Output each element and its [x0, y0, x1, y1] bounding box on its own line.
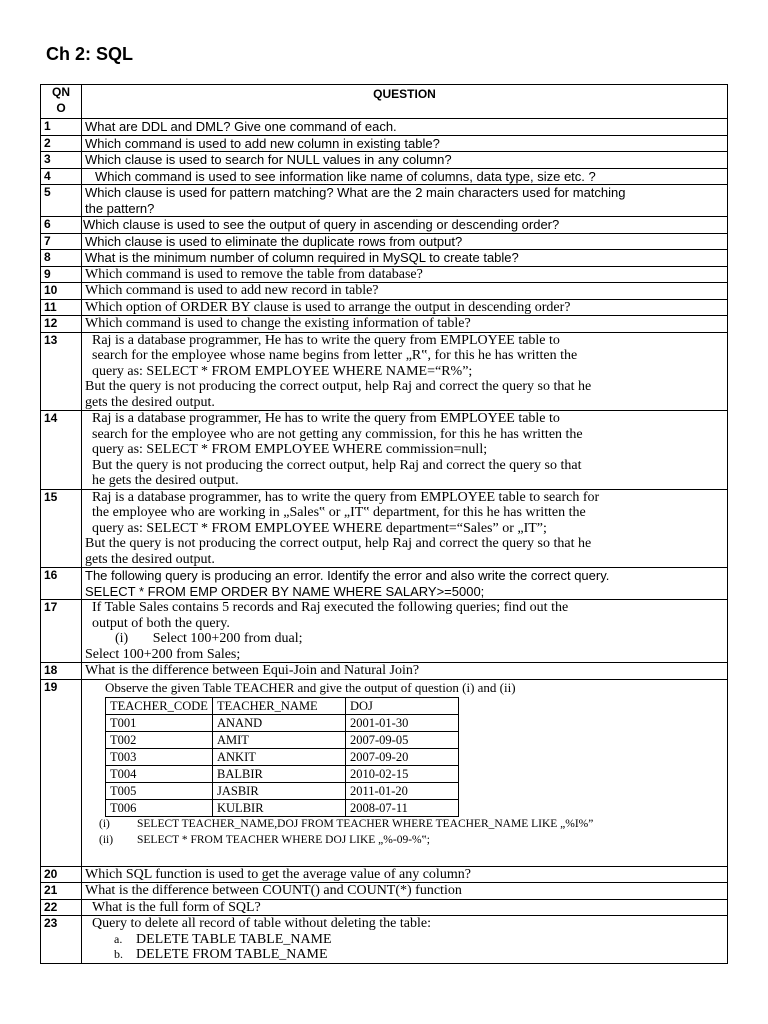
- qno: 9: [41, 266, 82, 283]
- table-row: [41, 866, 728, 883]
- sub-question-i: [85, 817, 724, 833]
- table-cell: 2010-02-15: [346, 766, 459, 783]
- question-line: Which command is used to change the existing information of table?: [85, 316, 471, 331]
- question-line: Which clause is used to eliminate the duplicate rows from output?: [85, 233, 463, 249]
- teacher-row: [106, 800, 459, 817]
- qno: 22: [41, 899, 82, 916]
- question-line: Which command is used to see information like name of columns, data type, size etc. ?: [95, 168, 596, 184]
- question-line: But the query is not producing the correct output, help Raj and correct the query so that he: [85, 536, 592, 551]
- question-text: [82, 233, 728, 250]
- table-row: [41, 883, 728, 900]
- sub-marker: (i): [99, 818, 110, 830]
- question-text: [82, 283, 728, 300]
- table-row: [41, 168, 728, 185]
- table-row: [41, 152, 728, 169]
- table-cell: 2007-09-20: [346, 749, 459, 766]
- question-text: [82, 152, 728, 169]
- table-row: [41, 135, 728, 152]
- table-cell: AMIT: [213, 732, 346, 749]
- question-line: Query to delete all record of table without deleting the table:: [92, 916, 431, 931]
- table-cell: 2007-09-05: [346, 732, 459, 749]
- table-row: [41, 119, 728, 136]
- qno: 6: [41, 217, 82, 234]
- question-text: [82, 663, 728, 680]
- qno: 3: [41, 152, 82, 169]
- teacher-row: [106, 732, 459, 749]
- sub-text: SELECT * FROM TEACHER WHERE DOJ LIKE „%-09-%‟;: [137, 833, 430, 846]
- question-text: [82, 119, 728, 136]
- question-line: The following query is producing an error. Identify the error and also write the correct query.: [85, 568, 610, 583]
- question-table: [40, 84, 728, 964]
- question-text: [82, 185, 728, 217]
- table-row: [41, 916, 728, 964]
- table-row: [41, 185, 728, 217]
- sub-question-ii: [85, 833, 724, 849]
- table-cell: T002: [106, 732, 213, 749]
- table-row: [41, 568, 728, 600]
- table-cell: 2011-01-20: [346, 783, 459, 800]
- table-row: [41, 489, 728, 568]
- teacher-row: [106, 783, 459, 800]
- question-line: What is the difference between COUNT() and COUNT(*) function: [85, 883, 462, 898]
- question-text: [82, 299, 728, 316]
- table-cell: T005: [106, 783, 213, 800]
- qno: 15: [41, 489, 82, 568]
- qno: 21: [41, 883, 82, 900]
- qno: 12: [41, 316, 82, 333]
- option-b: [92, 947, 724, 963]
- qno: 10: [41, 283, 82, 300]
- qno: 20: [41, 866, 82, 883]
- sub-text: SELECT TEACHER_NAME,DOJ FROM TEACHER WHERE TEACHER_NAME LIKE „%I%”: [137, 818, 594, 830]
- question-text: [82, 316, 728, 333]
- question-line: search for the employee who are not getting any commission, for this he has written the: [92, 426, 583, 442]
- column-header: DOJ: [346, 698, 459, 715]
- question-text: [82, 332, 728, 411]
- teacher-table-header: [106, 698, 459, 715]
- question-text: [82, 866, 728, 883]
- table-row: [41, 679, 728, 866]
- qno: 17: [41, 600, 82, 663]
- teacher-table: [105, 697, 459, 817]
- table-row: [41, 299, 728, 316]
- question-text: [82, 679, 728, 866]
- qno: 16: [41, 568, 82, 600]
- page-title: Ch 2: SQL: [46, 44, 134, 64]
- qno-header: QN O: [41, 85, 82, 119]
- question-line: Which clause is used to search for NULL values in any column?: [85, 152, 452, 167]
- table-cell: BALBIR: [213, 766, 346, 783]
- question-text: [82, 411, 728, 490]
- teacher-row: [106, 715, 459, 732]
- question-text: [82, 217, 728, 234]
- question-line: What are DDL and DML? Give one command of each.: [85, 119, 397, 134]
- qno: 18: [41, 663, 82, 680]
- option-text: DELETE FROM TABLE_NAME: [136, 947, 328, 962]
- qno: 23: [41, 916, 82, 964]
- question-line: Raj is a database programmer, has to write the query from EMPLOYEE table to search for: [92, 489, 600, 505]
- question-line: output of both the query.: [92, 615, 230, 631]
- question-line: Which command is used to add new record in table?: [85, 283, 379, 298]
- question-line: Raj is a database programmer, He has to write the query from EMPLOYEE table to: [92, 332, 560, 348]
- table-row: [41, 250, 728, 267]
- question-line: What is the difference between Equi-Join and Natural Join?: [85, 663, 420, 678]
- table-row: [41, 266, 728, 283]
- question-text: [82, 489, 728, 568]
- question-line: (i) Select 100+200 from dual;: [115, 631, 303, 646]
- question-text: [82, 135, 728, 152]
- option-marker: b.: [114, 947, 123, 961]
- question-text: [82, 168, 728, 185]
- table-row: [41, 332, 728, 411]
- question-text: [82, 250, 728, 267]
- question-line: Select 100+200 from Sales;: [85, 646, 241, 662]
- table-row: [41, 411, 728, 490]
- qno: 11: [41, 299, 82, 316]
- question-text: [82, 883, 728, 900]
- question-line: But the query is not producing the correct output, help Raj and correct the query so that he: [85, 379, 592, 394]
- column-header: TEACHER_NAME: [213, 698, 346, 715]
- question-line: query as: SELECT * FROM EMPLOYEE WHERE NAME=“R%”;: [92, 363, 473, 379]
- sub-marker: (ii): [99, 833, 114, 846]
- question-text: [82, 600, 728, 663]
- table-cell: ANAND: [213, 715, 346, 732]
- qno: 1: [41, 119, 82, 136]
- option-a: [92, 932, 724, 948]
- column-header: TEACHER_CODE: [106, 698, 213, 715]
- table-cell: T006: [106, 800, 213, 817]
- table-row: [41, 600, 728, 663]
- question-line: Observe the given Table TEACHER and give the output of question (i) and (ii): [105, 679, 516, 695]
- question-line: If Table Sales contains 5 records and Raj executed the following queries; find out the: [92, 600, 569, 615]
- table-cell: 2001-01-30: [346, 715, 459, 732]
- question-line: Which clause is used to see the output of query in ascending or descending order?: [83, 217, 560, 232]
- teacher-row: [106, 766, 459, 783]
- question-line: Which command is used to add new column in existing table?: [85, 135, 440, 151]
- question-line: But the query is not producing the correct output, help Raj and correct the query so that: [92, 457, 582, 473]
- option-text: DELETE TABLE TABLE_NAME: [136, 931, 332, 947]
- table-cell: ANKIT: [213, 749, 346, 766]
- question-text: [82, 568, 728, 600]
- table-cell: T001: [106, 715, 213, 732]
- question-line: SELECT * FROM EMP ORDER BY NAME WHERE SALARY>=5000;: [85, 583, 485, 599]
- qno: 5: [41, 185, 82, 217]
- qno: 14: [41, 411, 82, 490]
- option-marker: a.: [114, 931, 123, 946]
- qno: 7: [41, 233, 82, 250]
- qno: 13: [41, 332, 82, 411]
- table-cell: KULBIR: [213, 800, 346, 817]
- question-line: the pattern?: [85, 200, 155, 216]
- qno: 4: [41, 168, 82, 185]
- question-line: gets the desired output.: [85, 394, 215, 410]
- question-text: [82, 266, 728, 283]
- table-row: [41, 663, 728, 680]
- table-row: [41, 316, 728, 333]
- question-text: [82, 916, 728, 964]
- question-line: query as: SELECT * FROM EMPLOYEE WHERE commission=null;: [92, 442, 488, 457]
- table-row: [41, 217, 728, 234]
- question-line: What is the minimum number of column required in MySQL to create table?: [85, 250, 519, 265]
- table-cell: 2008-07-11: [346, 800, 459, 817]
- qno: 8: [41, 250, 82, 267]
- question-header: QUESTION: [82, 85, 728, 119]
- header-row: [41, 85, 728, 119]
- question-line: Which SQL function is used to get the average value of any column?: [85, 866, 471, 882]
- table-row: [41, 899, 728, 916]
- question-text: [82, 899, 728, 916]
- question-line: Which command is used to remove the table from database?: [85, 266, 423, 282]
- table-row: [41, 283, 728, 300]
- question-line: Which option of ORDER BY clause is used to arrange the output in descending order?: [85, 299, 571, 315]
- qno: 19: [41, 679, 82, 866]
- question-line: the employee who are working in „Sales‟ or „IT‟ department, for this he has written the: [92, 505, 586, 520]
- question-line: query as: SELECT * FROM EMPLOYEE WHERE department=“Sales” or „IT”;: [92, 520, 547, 536]
- question-line: he gets the desired output.: [92, 473, 239, 488]
- question-line: gets the desired output.: [85, 551, 215, 567]
- qno: 2: [41, 135, 82, 152]
- question-line: Which clause is used for pattern matching? What are the 2 main characters used for matching: [85, 185, 626, 200]
- table-row: [41, 233, 728, 250]
- table-cell: T003: [106, 749, 213, 766]
- question-line: What is the full form of SQL?: [92, 899, 261, 915]
- table-cell: T004: [106, 766, 213, 783]
- teacher-row: [106, 749, 459, 766]
- question-line: Raj is a database programmer, He has to write the query from EMPLOYEE table to: [92, 411, 560, 426]
- table-cell: JASBIR: [213, 783, 346, 800]
- question-line: search for the employee whose name begins from letter „R‟, for this he has written the: [92, 348, 578, 363]
